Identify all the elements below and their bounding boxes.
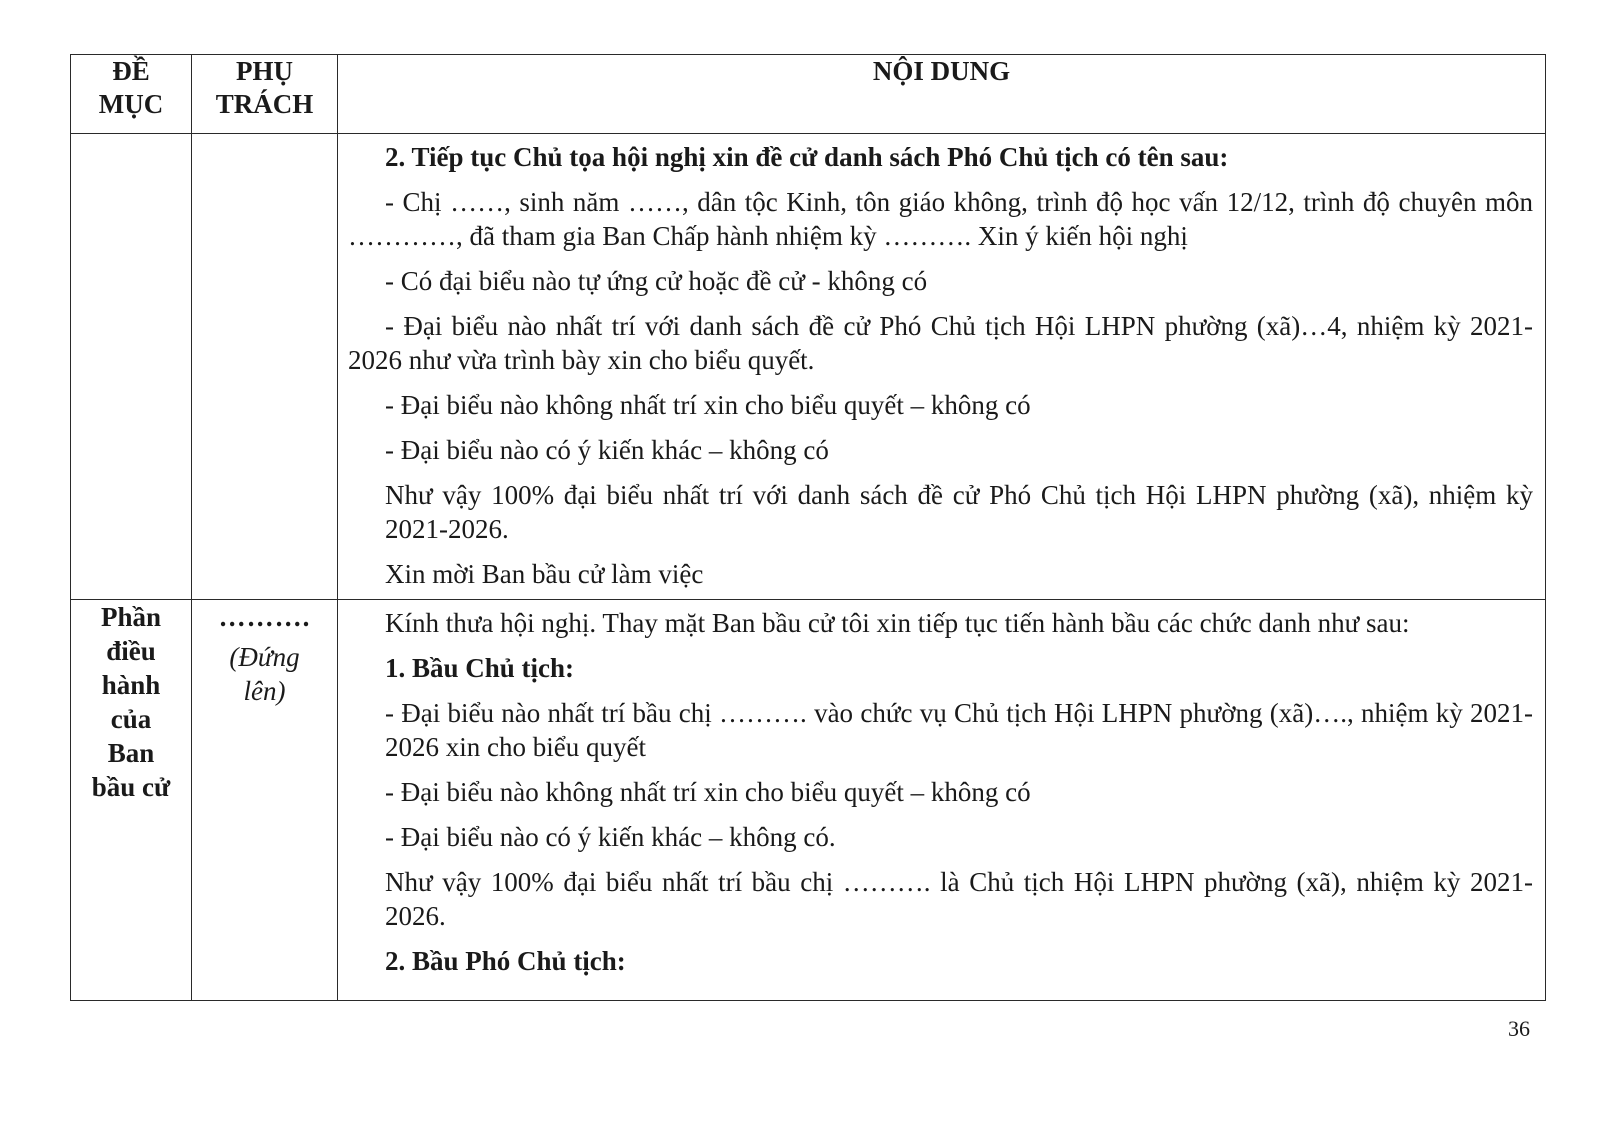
header-charge-line-1: PHỤ (236, 56, 293, 86)
section-line: Ban (107, 738, 155, 768)
charge-note-line: (Đứng (229, 642, 300, 672)
table-header-row (71, 55, 1546, 134)
content-paragraph: 1. Bầu Chủ tịch: (385, 653, 575, 683)
header-charge (192, 55, 338, 134)
section-line: điều (106, 636, 156, 666)
content-paragraph: - Đại biểu nào nhất trí bầu chị ………. vào chức vụ Chủ tịch Hội LHPN phường (xã)…., nhiệm kỳ 2021-2026 xin cho biểu quyết (385, 698, 1533, 762)
table-row (71, 134, 1546, 600)
meeting-script-table (70, 54, 1546, 1001)
page-number: 36 (1508, 1016, 1530, 1041)
section-line: bầu cử (91, 772, 171, 802)
row2-content-cell (338, 600, 1546, 1001)
content-paragraph: - Đại biểu nào có ý kiến khác – không có (385, 435, 829, 465)
header-section (71, 55, 192, 134)
row1-charge-cell (192, 134, 338, 600)
row2-charge-cell (192, 600, 338, 1001)
content-paragraph: Kính thưa hội nghị. Thay mặt Ban bầu cử tôi xin tiếp tục tiến hành bầu các chức danh như sau: (385, 608, 1410, 638)
content-paragraph: 2. Bầu Phó Chủ tịch: (385, 946, 626, 976)
section-line: Phần (100, 602, 162, 632)
charge-note (192, 640, 337, 708)
content-paragraph: - Đại biểu nào có ý kiến khác – không có. (385, 822, 836, 852)
content-paragraph: - Đại biểu nào nhất trí với danh sách đề cử Phó Chủ tịch Hội LHPN phường (xã)…4, nhiệm kỳ 2021-2026 như vừa trình bày xin cho biểu quyết. (348, 311, 1533, 375)
content-paragraph: - Chị ……, sinh năm ……, dân tộc Kinh, tôn giáo không, trình độ học vấn 12/12, trình độ chuyên môn …………, đã tham gia Ban Chấp hành nhiệm kỳ ………. Xin ý kiến hội nghị (348, 187, 1533, 251)
content-paragraph: 2. Tiếp tục Chủ tọa hội nghị xin đề cử danh sách Phó Chủ tịch có tên sau: (385, 142, 1229, 172)
row1-content-cell (338, 134, 1546, 600)
row2-section-cell (71, 600, 192, 1001)
content-paragraph: Xin mời Ban bầu cử làm việc (385, 559, 704, 589)
row1-content (338, 134, 1545, 599)
charge-note-line: lên) (243, 676, 286, 706)
content-paragraph: Như vậy 100% đại biểu nhất trí với danh sách đề cử Phó Chủ tịch Hội LHPN phường (xã), nhiệm kỳ 2021-2026. (385, 480, 1533, 544)
content-paragraph: - Có đại biểu nào tự ứng cử hoặc đề cử - không có (385, 266, 928, 296)
row1-section-cell (71, 134, 192, 600)
row2-content (338, 600, 1545, 986)
content-paragraph: - Đại biểu nào không nhất trí xin cho biểu quyết – không có (385, 777, 1031, 807)
table-row (71, 600, 1546, 1001)
content-paragraph: - Đại biểu nào không nhất trí xin cho biểu quyết – không có (385, 390, 1031, 420)
section-line: của (110, 704, 152, 734)
header-charge-line-2: TRÁCH (215, 89, 314, 119)
content-paragraph: Như vậy 100% đại biểu nhất trí bầu chị ………. là Chủ tịch Hội LHPN phường (xã), nhiệm kỳ 2021-2026. (385, 867, 1533, 931)
section-line: hành (101, 670, 161, 700)
header-content: NỘI DUNG (338, 55, 1546, 134)
charge-placeholder: ………. (218, 602, 311, 632)
header-section-line-2: MỤC (98, 89, 164, 119)
header-section-line-1: ĐỀ (112, 56, 150, 86)
